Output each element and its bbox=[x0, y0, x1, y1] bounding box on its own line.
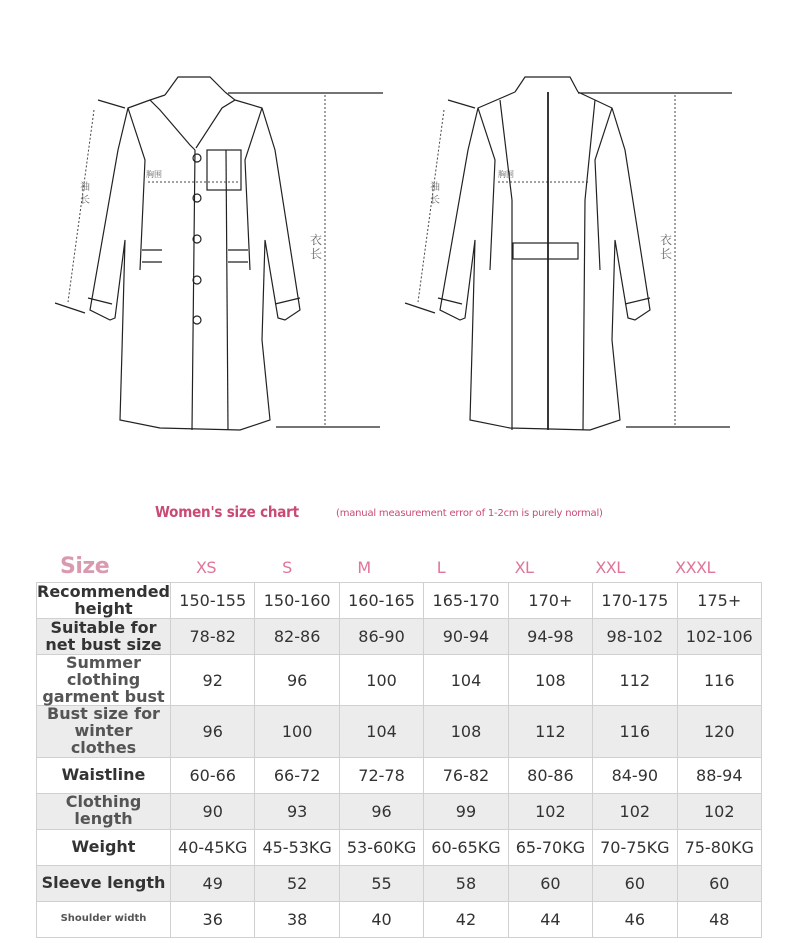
table-row-shoulder-width bbox=[37, 901, 762, 937]
table-cell: 108 bbox=[424, 706, 508, 757]
table-row-summer-bust bbox=[37, 655, 762, 706]
table-cell: 120 bbox=[677, 706, 761, 757]
table-row-weight bbox=[37, 829, 762, 865]
table-cell: 102 bbox=[677, 793, 761, 829]
table-cell: 96 bbox=[171, 706, 255, 757]
table-row-sleeve-length bbox=[37, 865, 762, 901]
table-cell: 98-102 bbox=[593, 619, 677, 655]
front-sleeve-length-label: 袖 bbox=[80, 182, 90, 193]
table-cell: 99 bbox=[424, 793, 508, 829]
row-label: Weight bbox=[37, 829, 171, 865]
table-cell: 150-155 bbox=[171, 583, 255, 619]
table-cell: 48 bbox=[677, 901, 761, 937]
size-xs: XS bbox=[195, 558, 217, 577]
table-cell: 86-90 bbox=[339, 619, 423, 655]
row-label-line: Bust size for winter bbox=[47, 704, 160, 741]
table-cell: 66-72 bbox=[255, 757, 339, 793]
table-cell: 102 bbox=[508, 793, 592, 829]
table-cell: 116 bbox=[593, 706, 677, 757]
svg-text:胸围: 胸围 bbox=[146, 170, 162, 179]
row-label-line: clothes bbox=[70, 737, 137, 757]
table-cell: 75-80KG bbox=[677, 829, 761, 865]
table-cell: 94-98 bbox=[508, 619, 592, 655]
table-cell: 104 bbox=[339, 706, 423, 757]
size-xl: XL bbox=[514, 558, 534, 577]
table-cell: 55 bbox=[339, 865, 423, 901]
row-label-line: Summer clothing bbox=[66, 653, 141, 689]
row-label: Shoulder width bbox=[37, 901, 171, 937]
table-row-clothing-length bbox=[37, 793, 762, 829]
size-table bbox=[36, 582, 762, 938]
row-label: Sleeve length bbox=[37, 865, 171, 901]
table-cell: 60 bbox=[593, 865, 677, 901]
table-cell: 60-66 bbox=[171, 757, 255, 793]
svg-text:长: 长 bbox=[310, 247, 323, 261]
back-coat-drawing bbox=[438, 77, 650, 430]
table-cell: 104 bbox=[424, 655, 508, 706]
coat-diagrams bbox=[0, 0, 790, 470]
row-label bbox=[37, 706, 171, 757]
table-cell: 102-106 bbox=[677, 619, 761, 655]
size-xxl: XXL bbox=[595, 558, 625, 577]
table-cell: 46 bbox=[593, 901, 677, 937]
table-cell: 112 bbox=[593, 655, 677, 706]
table-cell: 93 bbox=[255, 793, 339, 829]
table-cell: 42 bbox=[424, 901, 508, 937]
table-cell: 53-60KG bbox=[339, 829, 423, 865]
row-label: Recommended height bbox=[37, 581, 170, 618]
table-cell: 60 bbox=[508, 865, 592, 901]
svg-text:胸围: 胸围 bbox=[498, 170, 514, 179]
size-header-row bbox=[36, 554, 762, 580]
table-cell: 80-86 bbox=[508, 757, 592, 793]
table-row-winter-bust bbox=[37, 706, 762, 757]
size-s: S bbox=[282, 558, 292, 577]
table-row-net-bust bbox=[37, 619, 762, 655]
size-l: L bbox=[436, 558, 446, 577]
table-cell: 88-94 bbox=[677, 757, 761, 793]
table-cell: 102 bbox=[593, 793, 677, 829]
row-label-line: garment bust bbox=[42, 686, 165, 706]
table-cell: 150-160 bbox=[255, 583, 339, 619]
table-cell: 36 bbox=[171, 901, 255, 937]
table-cell: 108 bbox=[508, 655, 592, 706]
table-cell: 170-175 bbox=[593, 583, 677, 619]
table-cell: 72-78 bbox=[339, 757, 423, 793]
table-cell: 100 bbox=[339, 655, 423, 706]
table-cell: 70-75KG bbox=[593, 829, 677, 865]
table-cell: 96 bbox=[255, 655, 339, 706]
table-cell: 90-94 bbox=[424, 619, 508, 655]
table-cell: 44 bbox=[508, 901, 592, 937]
table-cell: 82-86 bbox=[255, 619, 339, 655]
table-cell: 65-70KG bbox=[508, 829, 592, 865]
table-cell: 40 bbox=[339, 901, 423, 937]
row-label bbox=[37, 655, 171, 706]
svg-text:衣: 衣 bbox=[660, 233, 673, 247]
table-cell: 170+ bbox=[508, 583, 592, 619]
table-cell: 112 bbox=[508, 706, 592, 757]
table-cell: 92 bbox=[171, 655, 255, 706]
svg-text:袖: 袖 bbox=[430, 182, 440, 193]
table-cell: 76-82 bbox=[424, 757, 508, 793]
table-cell: 84-90 bbox=[593, 757, 677, 793]
size-xxxl: XXXL bbox=[675, 558, 715, 577]
svg-text:长: 长 bbox=[80, 195, 90, 206]
table-cell: 38 bbox=[255, 901, 339, 937]
table-cell: 40-45KG bbox=[171, 829, 255, 865]
table-cell: 58 bbox=[424, 865, 508, 901]
row-label: Clothing length bbox=[37, 793, 171, 829]
table-cell: 96 bbox=[339, 793, 423, 829]
table-cell: 100 bbox=[255, 706, 339, 757]
table-cell: 165-170 bbox=[424, 583, 508, 619]
table-cell: 49 bbox=[171, 865, 255, 901]
table-cell: 45-53KG bbox=[255, 829, 339, 865]
table-cell: 78-82 bbox=[171, 619, 255, 655]
svg-text:长: 长 bbox=[430, 195, 440, 206]
table-cell: 160-165 bbox=[339, 583, 423, 619]
measurement-error-note: (manual measurement error of 1-2cm is purely normal) bbox=[336, 508, 603, 519]
table-row-recommended-height bbox=[37, 583, 762, 619]
table-cell: 60-65KG bbox=[424, 829, 508, 865]
size-label: Size bbox=[60, 554, 110, 579]
table-cell: 116 bbox=[677, 655, 761, 706]
svg-text:衣: 衣 bbox=[310, 233, 323, 247]
table-cell: 60 bbox=[677, 865, 761, 901]
row-label: Suitable for net bust size bbox=[37, 619, 171, 655]
size-chart-title-row bbox=[0, 503, 790, 527]
table-cell: 90 bbox=[171, 793, 255, 829]
table-cell: 175+ bbox=[677, 583, 761, 619]
table-cell: 52 bbox=[255, 865, 339, 901]
svg-text:长: 长 bbox=[660, 247, 673, 261]
size-chart-title: Women's size chart bbox=[155, 503, 299, 521]
coat-front-back-illustration bbox=[0, 0, 790, 470]
size-m: M bbox=[357, 558, 371, 577]
row-label: Waistline bbox=[37, 757, 171, 793]
front-coat-drawing bbox=[88, 77, 300, 430]
table-row-waistline bbox=[37, 757, 762, 793]
